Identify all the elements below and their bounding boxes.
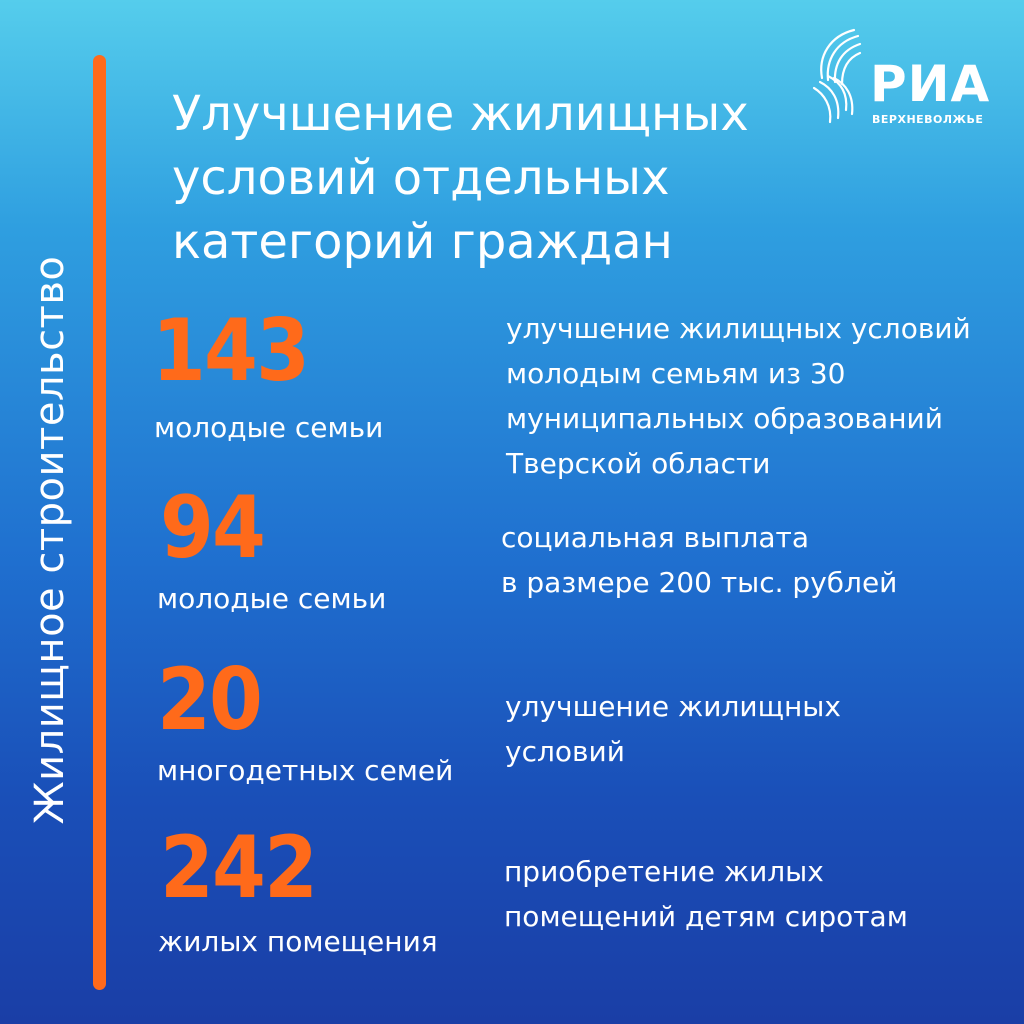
title-line: условий отдельных bbox=[172, 150, 670, 206]
stat-description bbox=[504, 849, 908, 939]
stat-description-line: молодым семьям из 30 bbox=[506, 357, 846, 390]
stat-label: молодые семьи bbox=[157, 582, 387, 615]
section-title-vertical: Жилищное строительство bbox=[27, 255, 73, 825]
stat-label: жилых помещения bbox=[158, 925, 438, 958]
logo-subtitle: ВЕРХНЕВОЛЖЬЕ bbox=[872, 113, 984, 126]
ria-logo bbox=[810, 26, 1000, 136]
title-line: Улучшение жилищных bbox=[172, 86, 749, 142]
stat-description-line: приобретение жилых bbox=[504, 855, 824, 888]
stat-description-line: социальная выплата bbox=[501, 521, 809, 554]
stat-number: 20 bbox=[157, 650, 262, 750]
stat-number: 94 bbox=[160, 478, 265, 578]
stat-number: 242 bbox=[160, 818, 317, 918]
stat-description-line: муниципальных образований bbox=[506, 402, 943, 435]
stat-label: молодые семьи bbox=[154, 411, 384, 444]
title-line: категорий граждан bbox=[172, 214, 673, 270]
stat-description-line: условий bbox=[505, 735, 625, 768]
stat-description-line: в размере 200 тыс. рублей bbox=[501, 566, 898, 599]
stat-description-line: улучшение жилищных bbox=[505, 690, 841, 723]
ria-logo-mark-icon bbox=[810, 26, 870, 126]
stat-description-line: улучшение жилищных условий bbox=[506, 312, 971, 345]
stat-description bbox=[506, 306, 971, 486]
stat-label: многодетных семей bbox=[157, 754, 454, 787]
stat-description-line: Тверской области bbox=[506, 447, 771, 480]
logo-wordmark: РИА bbox=[870, 55, 991, 113]
stat-description-line: помещений детям сиротам bbox=[504, 900, 908, 933]
stat-description bbox=[501, 515, 897, 605]
stat-number: 143 bbox=[152, 301, 309, 401]
accent-vertical-bar bbox=[93, 55, 106, 990]
stat-description bbox=[505, 684, 841, 774]
page-title bbox=[172, 82, 812, 274]
